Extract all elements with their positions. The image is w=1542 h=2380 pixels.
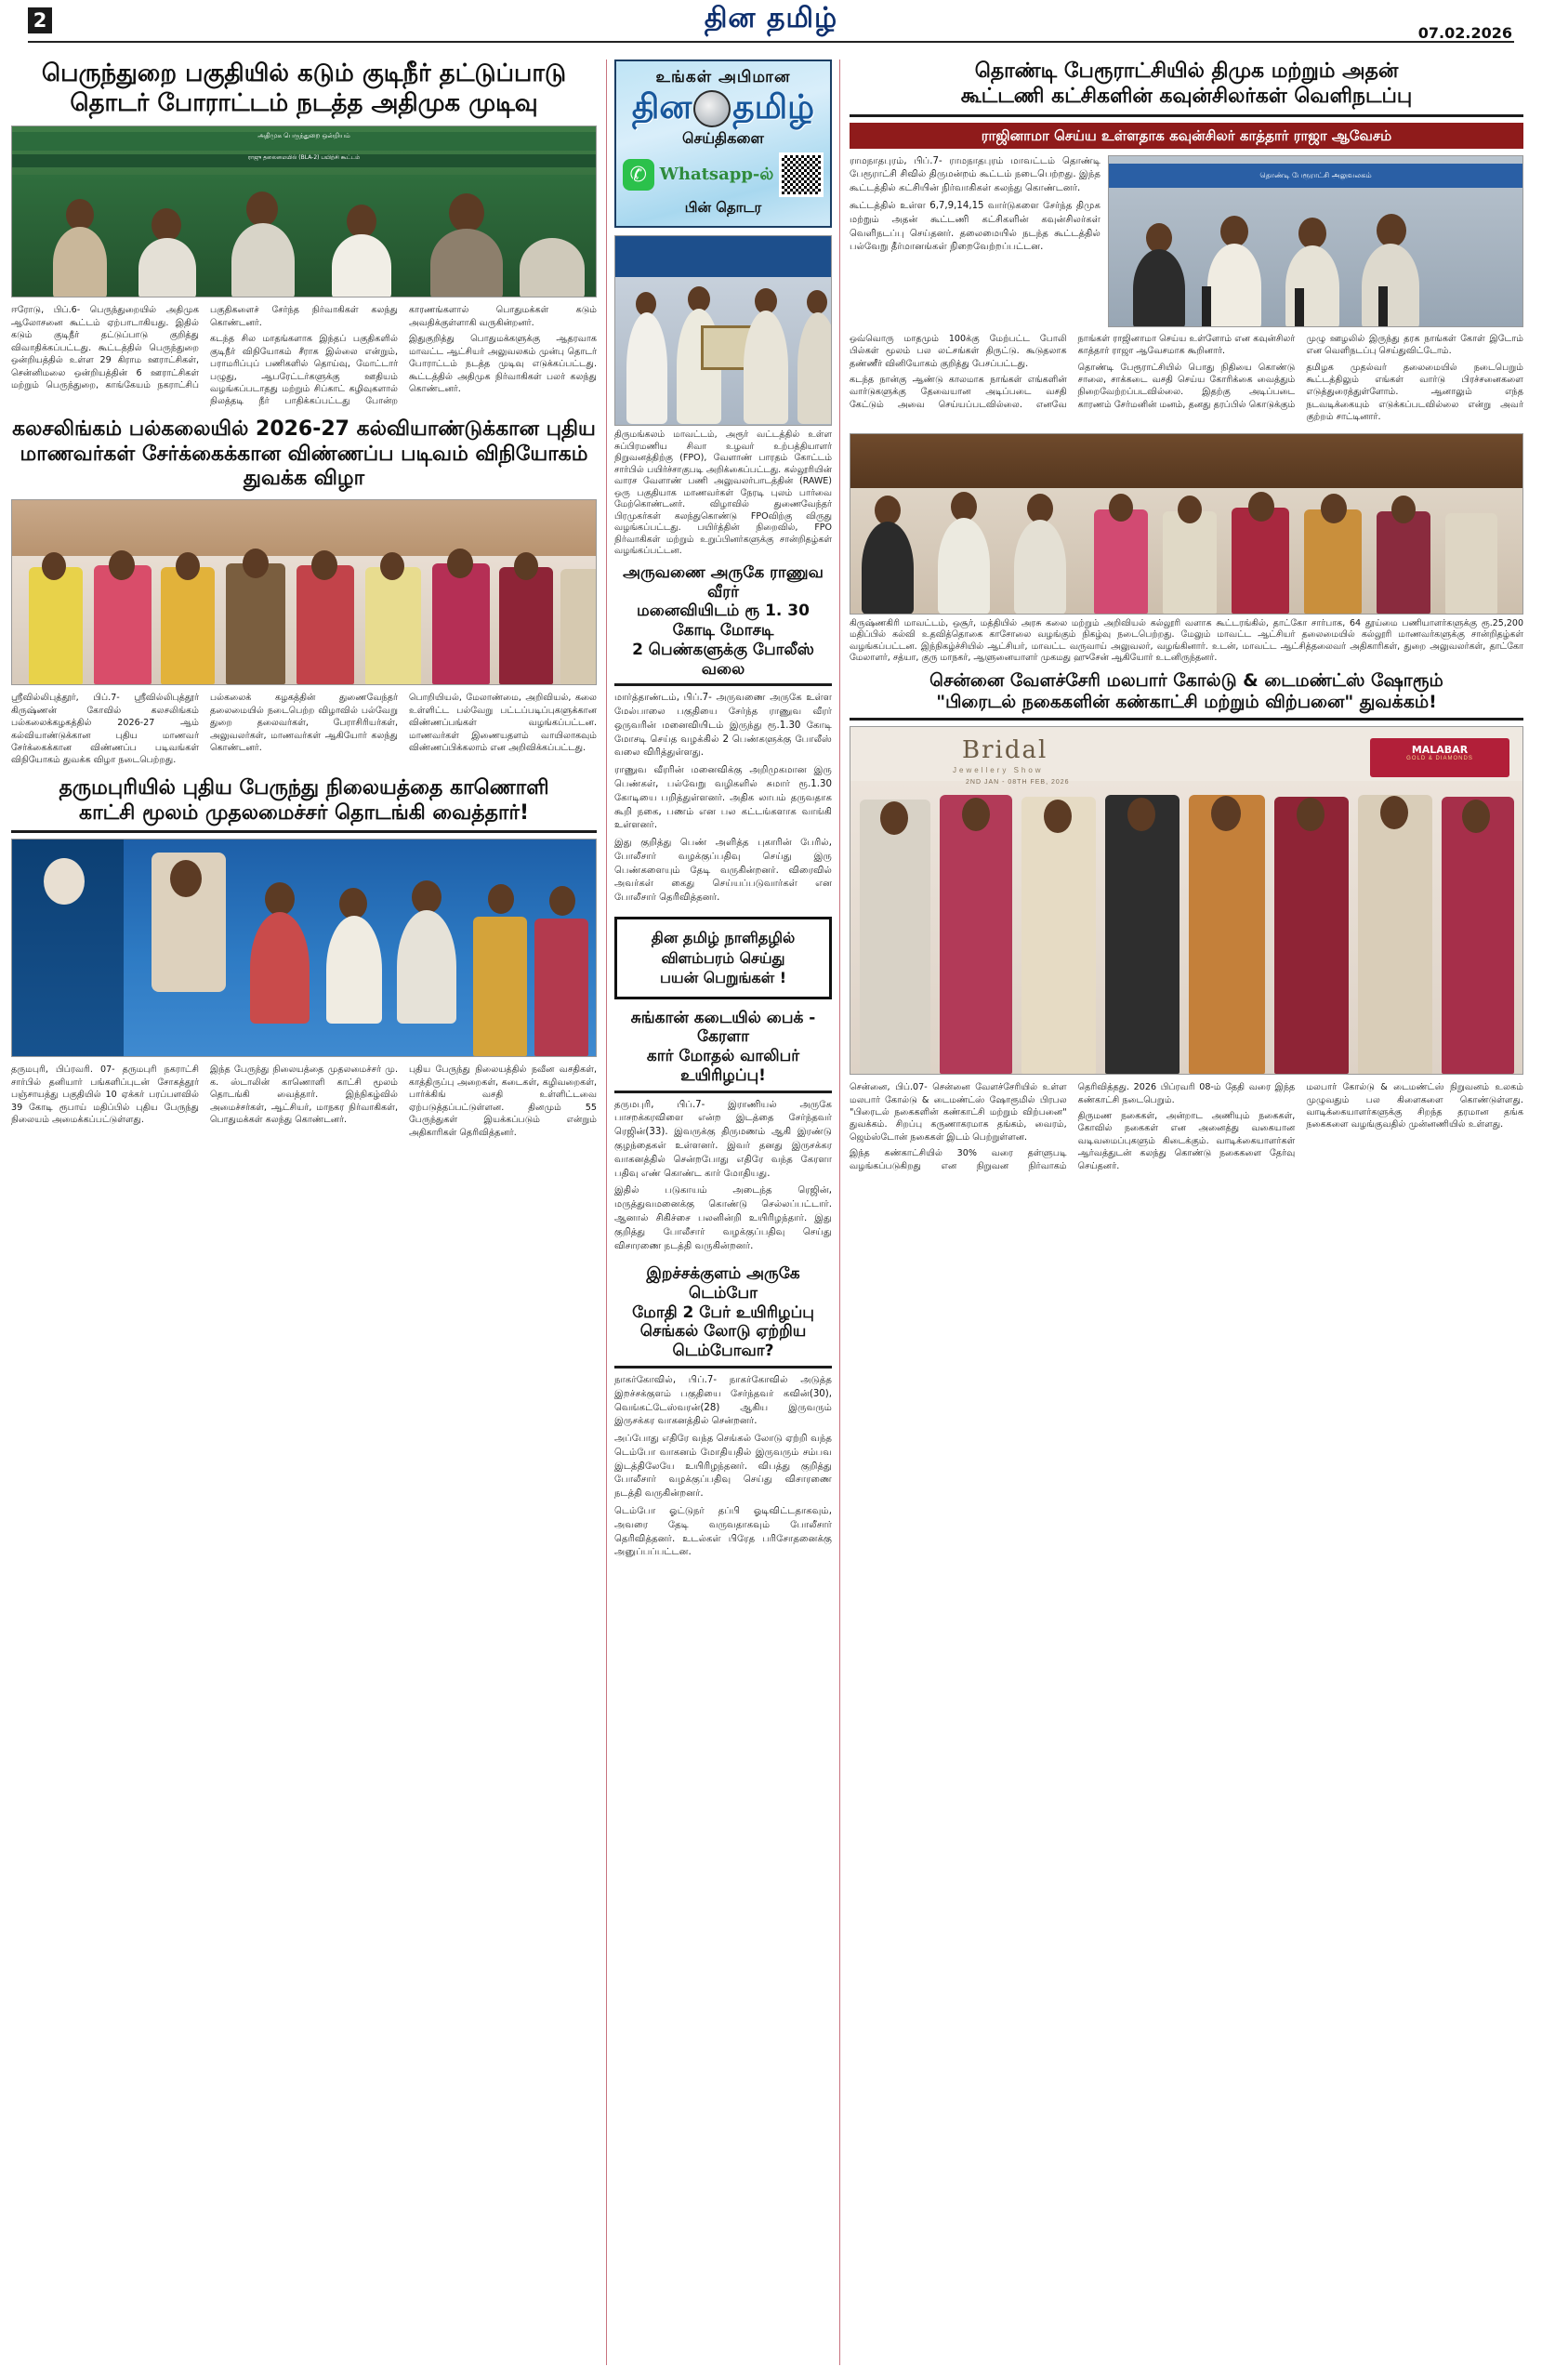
right-story3-headline [850, 670, 1523, 721]
whatsapp-icon[interactable] [623, 159, 654, 191]
right-story1-headline [850, 60, 1523, 117]
ad-line-3: செய்திகளை [682, 129, 764, 147]
right-story3-photo [850, 726, 1523, 1075]
paragraph: கடந்த நான்கு ஆண்டு காலமாக நாங்கள் எங்களின் வார்டுகளுக்கு தேவையான அடிப்படை வசதி கேட்டும் அவை செய்யப்படவில்லை. எனவே நாங்கள் ராஜினாமா செய்ய உள்ளோம் என கவுன்சிலர் காத்தார் ராஜா ஆவேசமாக கூறினார். [850, 333, 1296, 410]
mid-story3-headline [614, 1009, 832, 1093]
malabar-logo: MALABAR GOLD & DIAMONDS [1370, 738, 1509, 777]
masthead-divider [28, 41, 1514, 43]
right-story3-headline-line1: சென்னை வேளச்சேரி மலபார் கோல்டு & டைமண்ட்ஸ் ஷோரூம் [929, 669, 1443, 691]
mid-story2-headline [614, 563, 832, 686]
paragraph: தமிழக முதல்வர் தலைமையில் நடைபெறும் கூட்டத்திலும் எங்கள் வார்டு பிரச்சனைகளை எடுத்துரைத்துள்ளோம். ஆனாலும் எந்த நடவடிக்கையும் எடுக்கப்படவில்லை என்று அவர் குற்றம் சாட்டினார். [1306, 362, 1523, 423]
right-story2-caption: கிருஷ்ணகிரி மாவட்டம், ஒசூர், மத்தியில் அரசு கலை மற்றும் அறிவியல் கல்லூரி வளாக கூட்டரங்கில், தாட்கோ சார்பாக, 64 தூய்மை பணியாளர்களுக்கு ரூ.25,200 மதிப்பில் கல்வி உதவித்தொகை காசோலை வழங்கும் நிகழ்வு நடைபெற்றது. மேலும் மாவட்ட ஆட்சியர் தலைமையில் கல்லூரி மாணவர்களுக்கு சான்றிதழ்கள் வழங்கப்பட்டன. இந்நிகழ்ச்சியில் ஆட்சியர், மாவட்ட வருவாய் அலுவலர், வழங்கினார். உடன், மாவட்ட ஆட்சித்தலைவர் அதிகாரிகள், துறை அலுவலர்கள், தாட்கோ மேலாளர், சத்யா, குரு மாநகர், ஆளுனையாளர் முகமது ஹுசேன் ஆகியோர் உடனிருந்தனர். [850, 617, 1523, 664]
paragraph: சென்னை, பிப்.07- சென்னை வேளச்சேரியில் உள்ள மலபார் கோல்டு & டைமண்ட்ஸ் ஷோரூமில் பிரபல "பிரைடல் நகைகளின் கண்காட்சி மற்றும் விற்பனை" துவக்கம். சிறப்பு கருணாகரமாக தங்கம், வைரம், ஜெம்ஸ்டோன் நகைகள் இடம் பெற்றுள்ளன. [850, 1082, 1067, 1143]
middle-column [606, 60, 840, 2365]
right-story1-banner: ராஜினாமா செய்ய உள்ளதாக கவுன்சிலர் காத்தார் ராஜா ஆவேசம் [850, 123, 1523, 149]
left-story3-headline [11, 776, 597, 834]
paragraph: ஒவ்வொரு மாதமும் 100க்கு மேற்பட்ட போலி பில்கள் மூலம் பல லட்சங்கள் திருட்டு. கூடுதலாக தண்ணீர் வினியோகம் குறித்து பேசப்பட்டது. [850, 333, 1067, 369]
right-story1-text-left [850, 155, 1100, 327]
left-story1-photo: அதிமுக பெருந்துறை ஒன்றியம் ராஜு தலைமையில் (BLA-2) பயிற்சி கூட்டம் [11, 126, 597, 298]
paragraph: திருமண நகைகள், அன்றாட அணியும் நகைகள், கோவில் நகைகள் என அனைத்து வகையான வடிவமைப்புகளும் கிடைக்கும். வாடிக்கையாளர்கள் ஆர்வத்துடன் கலந்து கொண்டு நகைகளை தேர்வு செய்தனர். [1077, 1110, 1296, 1171]
ad-paper-logo [622, 90, 824, 127]
paragraph: தருமபுரி, பிப்.7- இராணியல் அருகே பாசறக்கரவிளை என்ற இடத்தை சேர்ந்தவர் ரெஜின்(33). இவருக்கு திருமணம் ஆகி இரண்டு குழந்தைகள் உள்ளனர். இவர் தனது இருசக்கர வாகனத்தில் சென்றபோது எதிரே வந்த கேரளா பதிவு எண் கொண்ட கார் மோதியது. [614, 1099, 832, 1179]
paragraph: ராணுவ வீரரின் மனைவிக்கு அறிமுகமான இரு பெண்கள், பல்வேறு வழிகளில் சுமார் ரூ.1.30 கோடியை பறித்துள்ளனர். அதிக லாபம் தருவதாக கூறி நகை, பணம் என பல கட்டங்களாக வாங்கி உள்ளனர். [614, 765, 832, 831]
paragraph: பொறியியல், மேலாண்மை, அறிவியல், கலை உள்ளிட்ட பல்வேறு பட்டப்படிப்புகளுக்கான விண்ணப்பங்கள் வழங்கப்பட்டன. மாணவர்கள் இணையதளம் வாயிலாகவும் விண்ணப்பிக்கலாம் என அறிவிக்கப்பட்டது. [409, 693, 597, 753]
mid-story2-headline-line3: 2 பெண்களுக்கு போலீஸ் வலை [632, 640, 814, 679]
right-story1-body-rest [850, 333, 1523, 424]
whatsapp-label: Whatsapp-ல் [659, 164, 774, 184]
right-story2-photo [850, 433, 1523, 615]
mid-story2-headline-line1: அருவணை அருகே ராணுவ வீரர் [623, 562, 824, 602]
paragraph: ஸ்ரீவில்லிபுத்தூர், பிப்.7- ஸ்ரீவில்லிபுத்தூர் கிருஷ்ணன் கோவில் கலசலிங்கம் பல்கலைக்கழகத்தில் 2026-27 ஆம் கல்வியாண்டுக்கான புதிய மாணவர் சேர்க்கைக்கான விண்ணப்ப படிவங்கள் விநியோகம் துவக்க விழா நடைபெற்றது. [11, 693, 199, 766]
page-number: 2 [28, 7, 52, 33]
paragraph: இந்த பேருந்து நிலையத்தை முதலமைச்சர் மு. க. ஸ்டாலின் காணொளி காட்சி மூலம் தொடங்கி வைத்தார். இந்நிகழ்வில் அமைச்சர்கள், ஆட்சியர், மாநகர நிர்வாகிகள், பொதுமக்கள் கலந்து கொண்டனர். [210, 1064, 398, 1126]
ad-whatsapp-row[interactable] [622, 152, 824, 197]
publication-date: 07.02.2026 [1417, 24, 1512, 42]
ad-logo-text-right: தமிழ் [732, 88, 815, 126]
mid-story4-headline-line2: மோதி 2 பேர் உயிரிழப்பு [632, 1302, 814, 1322]
paragraph: மலபார் கோல்டு & டைமண்ட்ஸ் நிறுவனம் உலகம் முழுவதும் பல கிளைகளை கொண்டுள்ளது. வாடிக்கையாளர்களுக்கு சிறந்த தரமான தங்க நகைகளை வழங்குவதில் முன்னணியில் உள்ளது. [1306, 1082, 1523, 1130]
bridal-subtext: Jewellery Show [953, 766, 1044, 775]
paragraph: இந்த கண்காட்சியில் 30% வரை தள்ளுபடி வழங்கப்படுகிறது என நிறுவன நிர்வாகம் தெரிவித்தது. 2026 பிப்ரவரி 08-ம் தேதி வரை இந்த கண்காட்சி நடைபெறும். [850, 1082, 1296, 1171]
left-story1-headline [11, 60, 597, 118]
paragraph: இது குறித்து பெண் அளித்த புகாரின் பேரில், போலீசார் வழக்குப்பதிவு செய்து இரு பெண்களையும் தேடி வருகின்றனர். விரைவில் அவர்கள் கைது செய்யப்படுவார்கள் என போலீசார் தெரிவித்தனர். [614, 838, 832, 904]
ad-line-1: உங்கள் அபிமான [655, 68, 791, 86]
paragraph: டெம்போ ஓட்டுநர் தப்பி ஓடிவிட்டதாகவும், அவரை தேடி வருவதாகவும் போலீசார் தெரிவித்தனர். உடல்கள் பிரேத பரிசோதனைக்கு அனுப்பப்பட்டன. [614, 1505, 832, 1558]
paragraph: அப்போது எதிரே வந்த செங்கல் லோடு ஏற்றி வந்த டெம்போ வாகனம் மோதியதில் இருவரும் சம்பவ இடத்திலேயே உயிரிழந்தனர். விபத்து குறித்து போலீசார் வழக்குப்பதிவு செய்து விசாரணை நடத்தி வருகின்றனர். [614, 1434, 832, 1500]
paragraph: தொண்டி பேரூராட்சியில் பொது நிதியை கொண்டு சாலை, சாக்கடை வசதி செய்ய கோரிக்கை வைத்தும் நிறைவேற்றப்படவில்லை. இதற்கு அடிப்படை காரணம் சேர்மனின் மனம், தனது தரப்பில் கொடுக்கும் முழு ஊழலில் இருந்து தரக நாங்கள் கோள் இடோம் என வெளிநடப்பு செய்துவிட்டோம். [1077, 333, 1523, 410]
left-story3-headline-line1: தருமபுரியில் புதிய பேருந்து நிலையத்தை காணொளி [59, 775, 549, 800]
paragraph: ஈரோடு, பிப்.6- பெருந்துறையில் அதிமுக ஆலோசனை கூட்டம் ஏற்பாடாகியது. இதில் கடும் குடிநீர் தட்டுப்பாடு குறித்து விவாதிக்கப்பட்டது. கூட்டத்தில் பெருந்துறை ஒன்றியத்தில் உள்ள 29 கிராம ஊராட்சிகள், சென்னிமலை ஒன்றியத்தின் 6 ஊராட்சிகள் மற்றும் பெருந்துறை, காங்கேயம் நகராட்சிப் பகுதிகளைச் சேர்ந்த நிர்வாகிகள் கலந்து கொண்டனர். [11, 305, 398, 390]
paragraph: இதில் படுகாயம் அடைந்த ரெஜின், மருத்துவமனைக்கு கொண்டு செல்லப்பட்டார். ஆனால் சிகிச்சை பலனின்றி உயிரிழந்தார். இது குறித்து போலீசார் வழக்குப்பதிவு செய்து விசாரணை நடத்தி வருகின்றனர். [614, 1185, 832, 1251]
left-story2-photo [11, 499, 597, 685]
bridal-dates: 2ND JAN - 08TH FEB, 2026 [966, 779, 1070, 787]
paragraph: இதுகுறித்து பொதுமக்களுக்கு ஆதரவாக மாவட்ட ஆட்சியர் அலுவலகம் முன்பு தொடர் போராட்டம் நடத்த முடிவு எடுக்கப்பட்டது. கூட்டத்தில் அதிமுக நிர்வாகிகள் பலர் கலந்து கொண்டனர். [409, 334, 597, 394]
mid-story4-body [614, 1374, 832, 1564]
paper-title: தின தமிழ் [704, 2, 838, 34]
masthead [11, 0, 1531, 60]
paragraph: நாகர்கோவில், பிப்.7- நாகர்கோவில் அடுத்த இறச்சக்குளம் பகுதியை சேர்ந்தவர் கவின்(30), வெங்கட்டேஸ்வரன்(28) ஆகிய இருவரும் இருசக்கர வாகனத்தில் சென்றனர். [614, 1374, 832, 1427]
left-story2-headline [11, 417, 597, 492]
mid-story4-headline-line3: செங்கல் லோடு ஏற்றிய டெம்போவா? [639, 1322, 807, 1361]
left-story3-body [11, 1064, 597, 1139]
paragraph: ராமநாதபுரம், பிப்.7- ராமநாதபுரம் மாவட்டம் தொண்டி பேரூராட்சி சிவில் திருமன்றம் கூட்டம் நடைபெற்றது. இந்த கூட்டத்தில் கட்சியின் நிர்வாகிகள் கலந்து கொண்டனர். [850, 155, 1100, 194]
mid-story1-caption: திருமங்கலம் மாவட்டம், அரூர் வட்டத்தில் உள்ள சுப்பிரமணிய சிவா உழவர் உற்பத்தியாளர் நிறுவனத்திற்கு (FPO), வேளாண் பாரதம் கோட்டம் சார்பில் பயிர்ச்சாகுபடி அறிக்கைப்பட்டது. கல்லூரியின் வாரச வேளாண் பணி அலுவலர்பாடத்தின் (RAWE) ஒரு பகுதியாக மாணவர்கள் நேரடி புலம் பார்வை மேற்கொண்டனர். விழாவில் துணைவேந்தர் பிரமுகர்கள் கலந்துகொண்டு FPOவிற்கு விருது வழங்கப்பட்டது. பயிர்த்தின் நிறைவில், FPO நிர்வாகிகள் மற்றும் உறுப்பினர்களுக்கு சான்றிதழ்கள் வழங்கப்பட்டன. [614, 430, 832, 557]
right-story1-headline-line1: தொண்டி பேரூராட்சியில் திமுக மற்றும் அதன் [974, 60, 1399, 83]
emblem-icon [693, 90, 731, 127]
mid-story1-photo [614, 235, 832, 426]
paragraph: தருமபுரி, பிப்ரவரி. 07- தருமபுரி நகராட்சி சார்பில் தனியார் பங்களிப்புடன் சோகத்தூர் பஞ்சாயத்து பகுதியில் 10 ஏக்கர் பரப்பளவில் 39 கோடி ரூபாய் மதிப்பில் புதிய பேருந்து நிலையம் அமைக்கப்பட்டுள்ளது. [11, 1064, 199, 1126]
ad-logo-text-left: தின [631, 88, 692, 126]
right-story1-photo: தொண்டி பேரூராட்சி அலுவலகம் [1108, 155, 1523, 327]
right-story1-body-left [850, 155, 1100, 258]
qr-code-icon[interactable] [779, 152, 824, 197]
mid-story3-headline-line1: சுங்கான் கடையில் பைக் - கேரளா [630, 1008, 816, 1047]
right-story1-headline-line2: கூட்டணி கட்சிகளின் கவுன்சிலர்கள் வெளிநடப்பு [960, 84, 1413, 108]
mid-story4-headline [614, 1264, 832, 1368]
ad-line-5: பின் தொடர [684, 199, 762, 216]
left-story2-headline-line2: மாணவர்கள் சேர்க்கைக்கான விண்ணப்ப படிவம் விநியோகம் துவக்க விழா [20, 442, 588, 491]
left-column [11, 60, 606, 2365]
left-story1-headline-line2: தொடர் போராட்டம் நடத்த அதிமுக முடிவு [70, 88, 538, 117]
page-grid [11, 60, 1531, 2365]
right-column [840, 60, 1523, 2365]
mid-story3-body [614, 1099, 832, 1258]
paragraph: கூட்டத்தில் உள்ள 6,7,9,14,15 வார்டுகளை சேர்ந்த திமுக மற்றும் அதன் கூட்டணி கட்சிகளின் கவுன்சிலர்கள் வெளிநடப்பு செய்தனர். தலைமையில் நடந்த கூட்டத்தில் பல்வேறு தீர்மானங்கள் நிறைவேற்றப்பட்டன. [850, 201, 1100, 253]
right-story3-headline-line2: "பிரைடல் நகைகளின் கண்காட்சி மற்றும் விற்பனை" துவக்கம்! [936, 691, 1437, 712]
bridal-wordmark: Bridal [962, 736, 1048, 765]
mid-story2-body [614, 692, 832, 909]
mid-story2-headline-line2: மனைவியிடம் ரூ 1. 30 கோடி மோசடி [637, 602, 810, 641]
paragraph: கடந்த சில மாதங்களாக இந்தப் பகுதிகளில் குடிநீர் விநியோகம் சீராக இல்லை என்றும், பராமரிப்புப் பணிகளில் தொய்வு, மோட்டார் பழுது, ஆபரேட்டர்களுக்கு ஊதியம் வழங்கப்படாதது மற்றும் சிப்காட் கழிவுகளால் நிலத்தடி நீர் பாதிக்கப்பட்டது போன்ற காரணங்களால் பொதுமக்கள் கடும் அவதிக்குள்ளாகி வருகின்றனர். [210, 305, 597, 407]
whatsapp-promo-ad[interactable] [614, 60, 832, 228]
paragraph: பல்கலைக் கழகத்தின் துணைவேந்தர் தலைமையில் நடைபெற்ற விழாவில் பல்வேறு துறை தலைவர்கள், பேராசிரியர்கள், அலுவலர்கள், மாணவர்கள் ஆகியோர் கலந்து கொண்டனர். [210, 693, 398, 753]
right-story1-top-block [850, 155, 1523, 327]
advertise-promo-box[interactable]: தின தமிழ் நாளிதழில் விளம்பரம் செய்து பயன் பெறுங்கள் ! [614, 917, 832, 999]
right-story3-body [850, 1081, 1523, 1172]
left-story2-headline-line1: கலசலிங்கம் பல்கலையில் 2026-27 கல்வியாண்டுக்கான புதிய [12, 416, 596, 441]
left-story1-body [11, 304, 597, 407]
left-story3-headline-line2: காட்சி மூலம் முதலமைச்சர் தொடங்கி வைத்தார்! [79, 800, 529, 825]
left-story2-body [11, 692, 597, 767]
paragraph: மார்த்தாண்டம், பிப்.7- அருவணை அருகே உள்ள மேல்பாலை பகுதியை சேர்ந்த ராணுவ வீரர் ஒருவரின் மனைவியிடம் இருந்து ரூ.1.30 கோடி மோசடி செய்த வழக்கில் 2 பெண்களுக்கு போலீஸ் வலை விரித்துள்ளது. [614, 693, 832, 759]
mid-story3-headline-line2: கார் மோதல் வாலிபர் உயிரிழப்பு! [646, 1047, 800, 1085]
paragraph: புதிய பேருந்து நிலையத்தில் நவீன வசதிகள், காத்திருப்பு அறைகள், கடைகள், கழிவறைகள், பார்க்கிங் வசதி உள்ளிட்டவை ஏற்படுத்தப்பட்டுள்ளன. தினமும் 55 பேருந்துகள் இயக்கப்படும் என்றும் அதிகாரிகள் தெரிவித்தனர். [409, 1064, 597, 1138]
left-story1-headline-line1: பெருந்துறை பகுதியில் கடும் குடிநீர் தட்டுப்பாடு [41, 60, 567, 87]
mid-story4-headline-line1: இறச்சக்குளம் அருகே டெம்போ [646, 1264, 800, 1303]
left-story3-photo [11, 839, 597, 1057]
